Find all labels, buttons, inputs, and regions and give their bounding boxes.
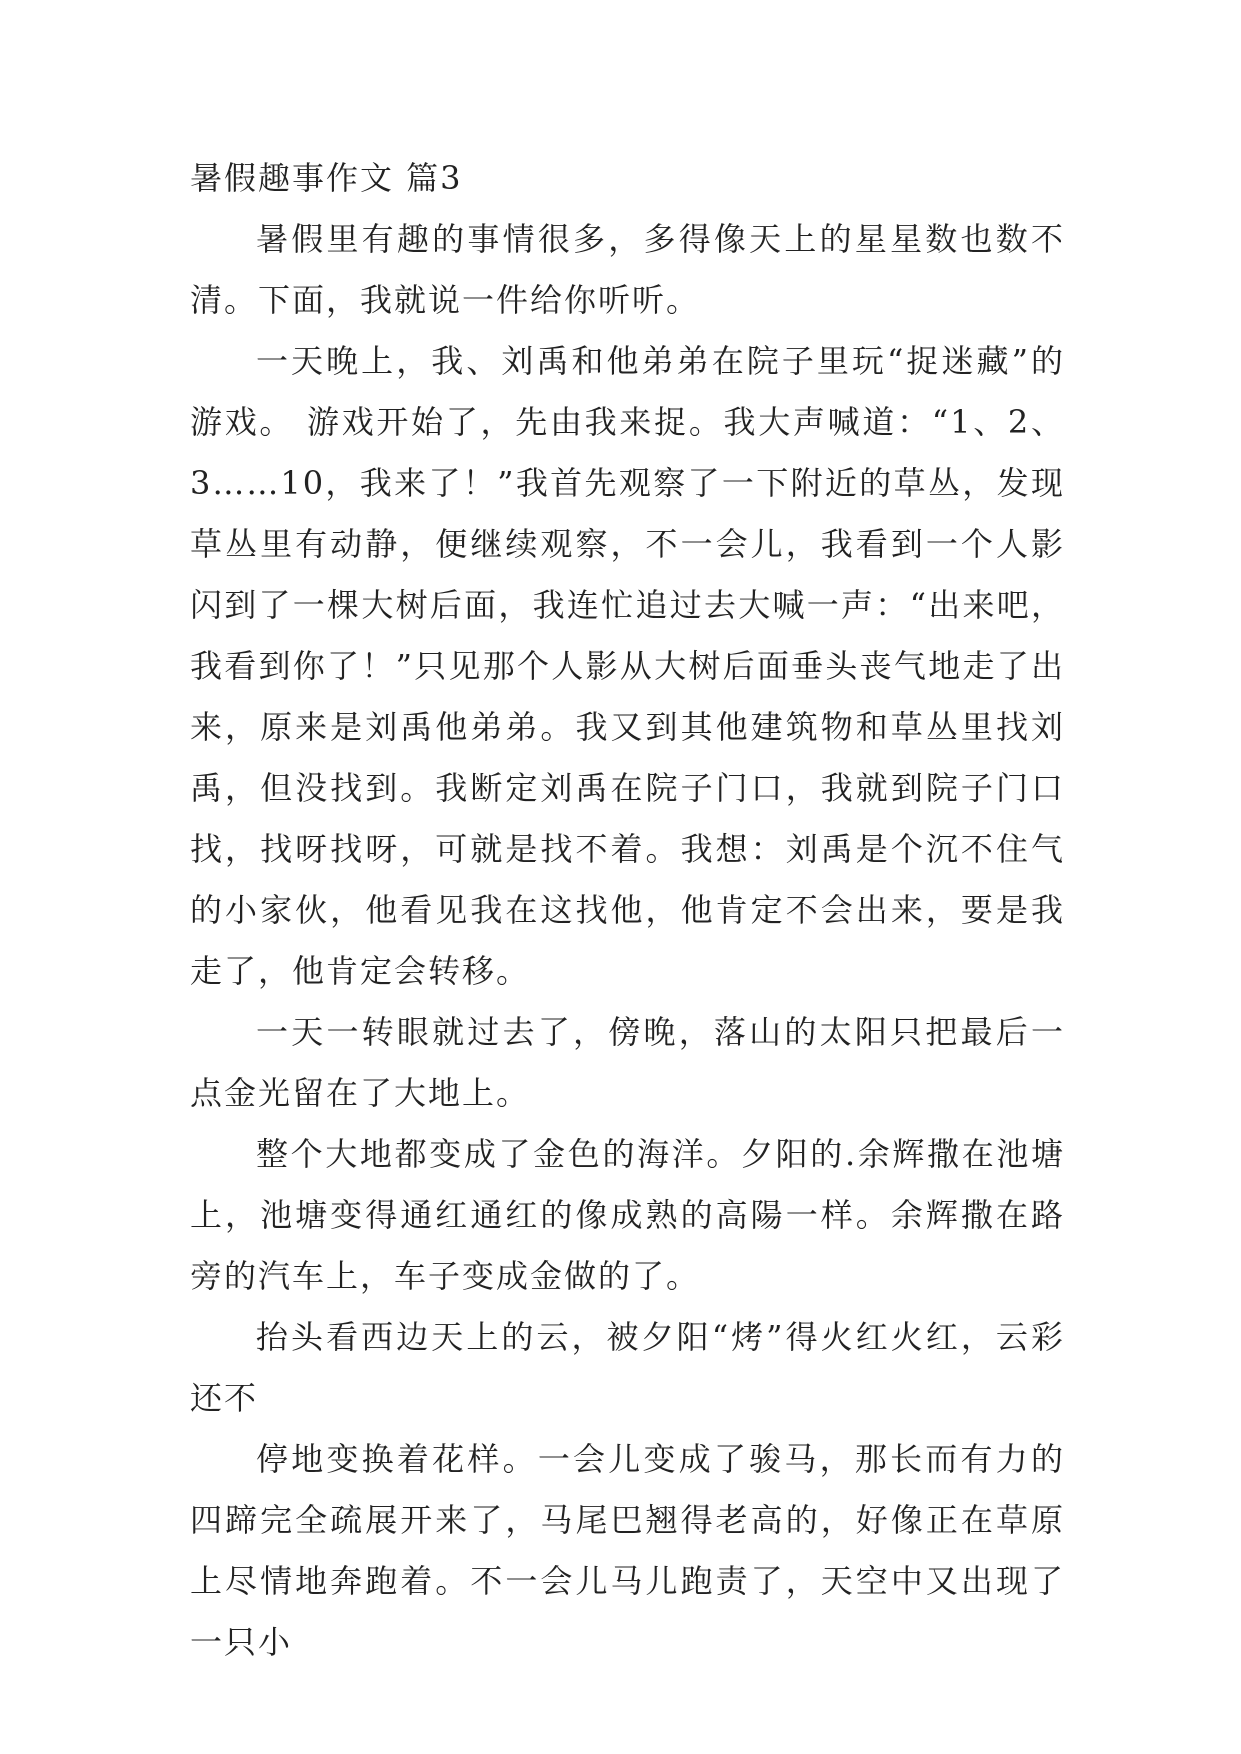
paragraph-6: 停地变换着花样。一会儿变成了骏马，那长而有力的四蹄完全疏展开来了，马尾巴翘得老高的，好像正在草原上尽情地奔跑着。不一会儿马儿跑责了，天空中又出现了一只小 <box>190 1440 1065 1661</box>
paragraph-1: 暑假里有趣的事情很多，多得像天上的星星数也数不清。下面，我就说一件给你听听。 <box>190 220 1065 319</box>
paragraph-3: 一天一转眼就过去了，傍晚，落山的太阳只把最后一点金光留在了大地上。 <box>190 1013 1065 1112</box>
paragraph-5: 抬头看西边天上的云，被夕阳“烤”得火红火红，云彩还不 <box>190 1318 1065 1417</box>
document-body <box>190 148 1065 1673</box>
paragraph-4: 整个大地都变成了金色的海洋。夕阳的.余辉撒在池塘上，池塘变得通红通红的像成熟的高陽一样。余辉撒在路旁的汽车上，车子变成金做的了。 <box>190 1135 1065 1295</box>
document-title: 暑假趣事作文 篇3 <box>190 159 463 197</box>
paragraph-2: 一天晚上，我、刘禹和他弟弟在院子里玩“捉迷藏”的游戏。 游戏开始了，先由我来捉。我大声喊道：“1、2、3……10，我来了！”我首先观察了一下附近的草丛，发现草丛里有动静，便继续观察，不一会儿，我看到一个人影闪到了一棵大树后面，我连忙追过去大喊一声：“出来吧，我看到你了！”只见那个人影从大树后面垂头丧气地走了出来，原来是刘禹他弟弟。我又到其他建筑物和草丛里找刘禹，但没找到。我断定刘禹在院子门口，我就到院子门口找，找呀找呀，可就是找不着。我想：刘禹是个沉不住气的小家伙，他看见我在这找他，他肯定不会出来，要是我走了，他肯定会转移。 <box>190 342 1065 990</box>
